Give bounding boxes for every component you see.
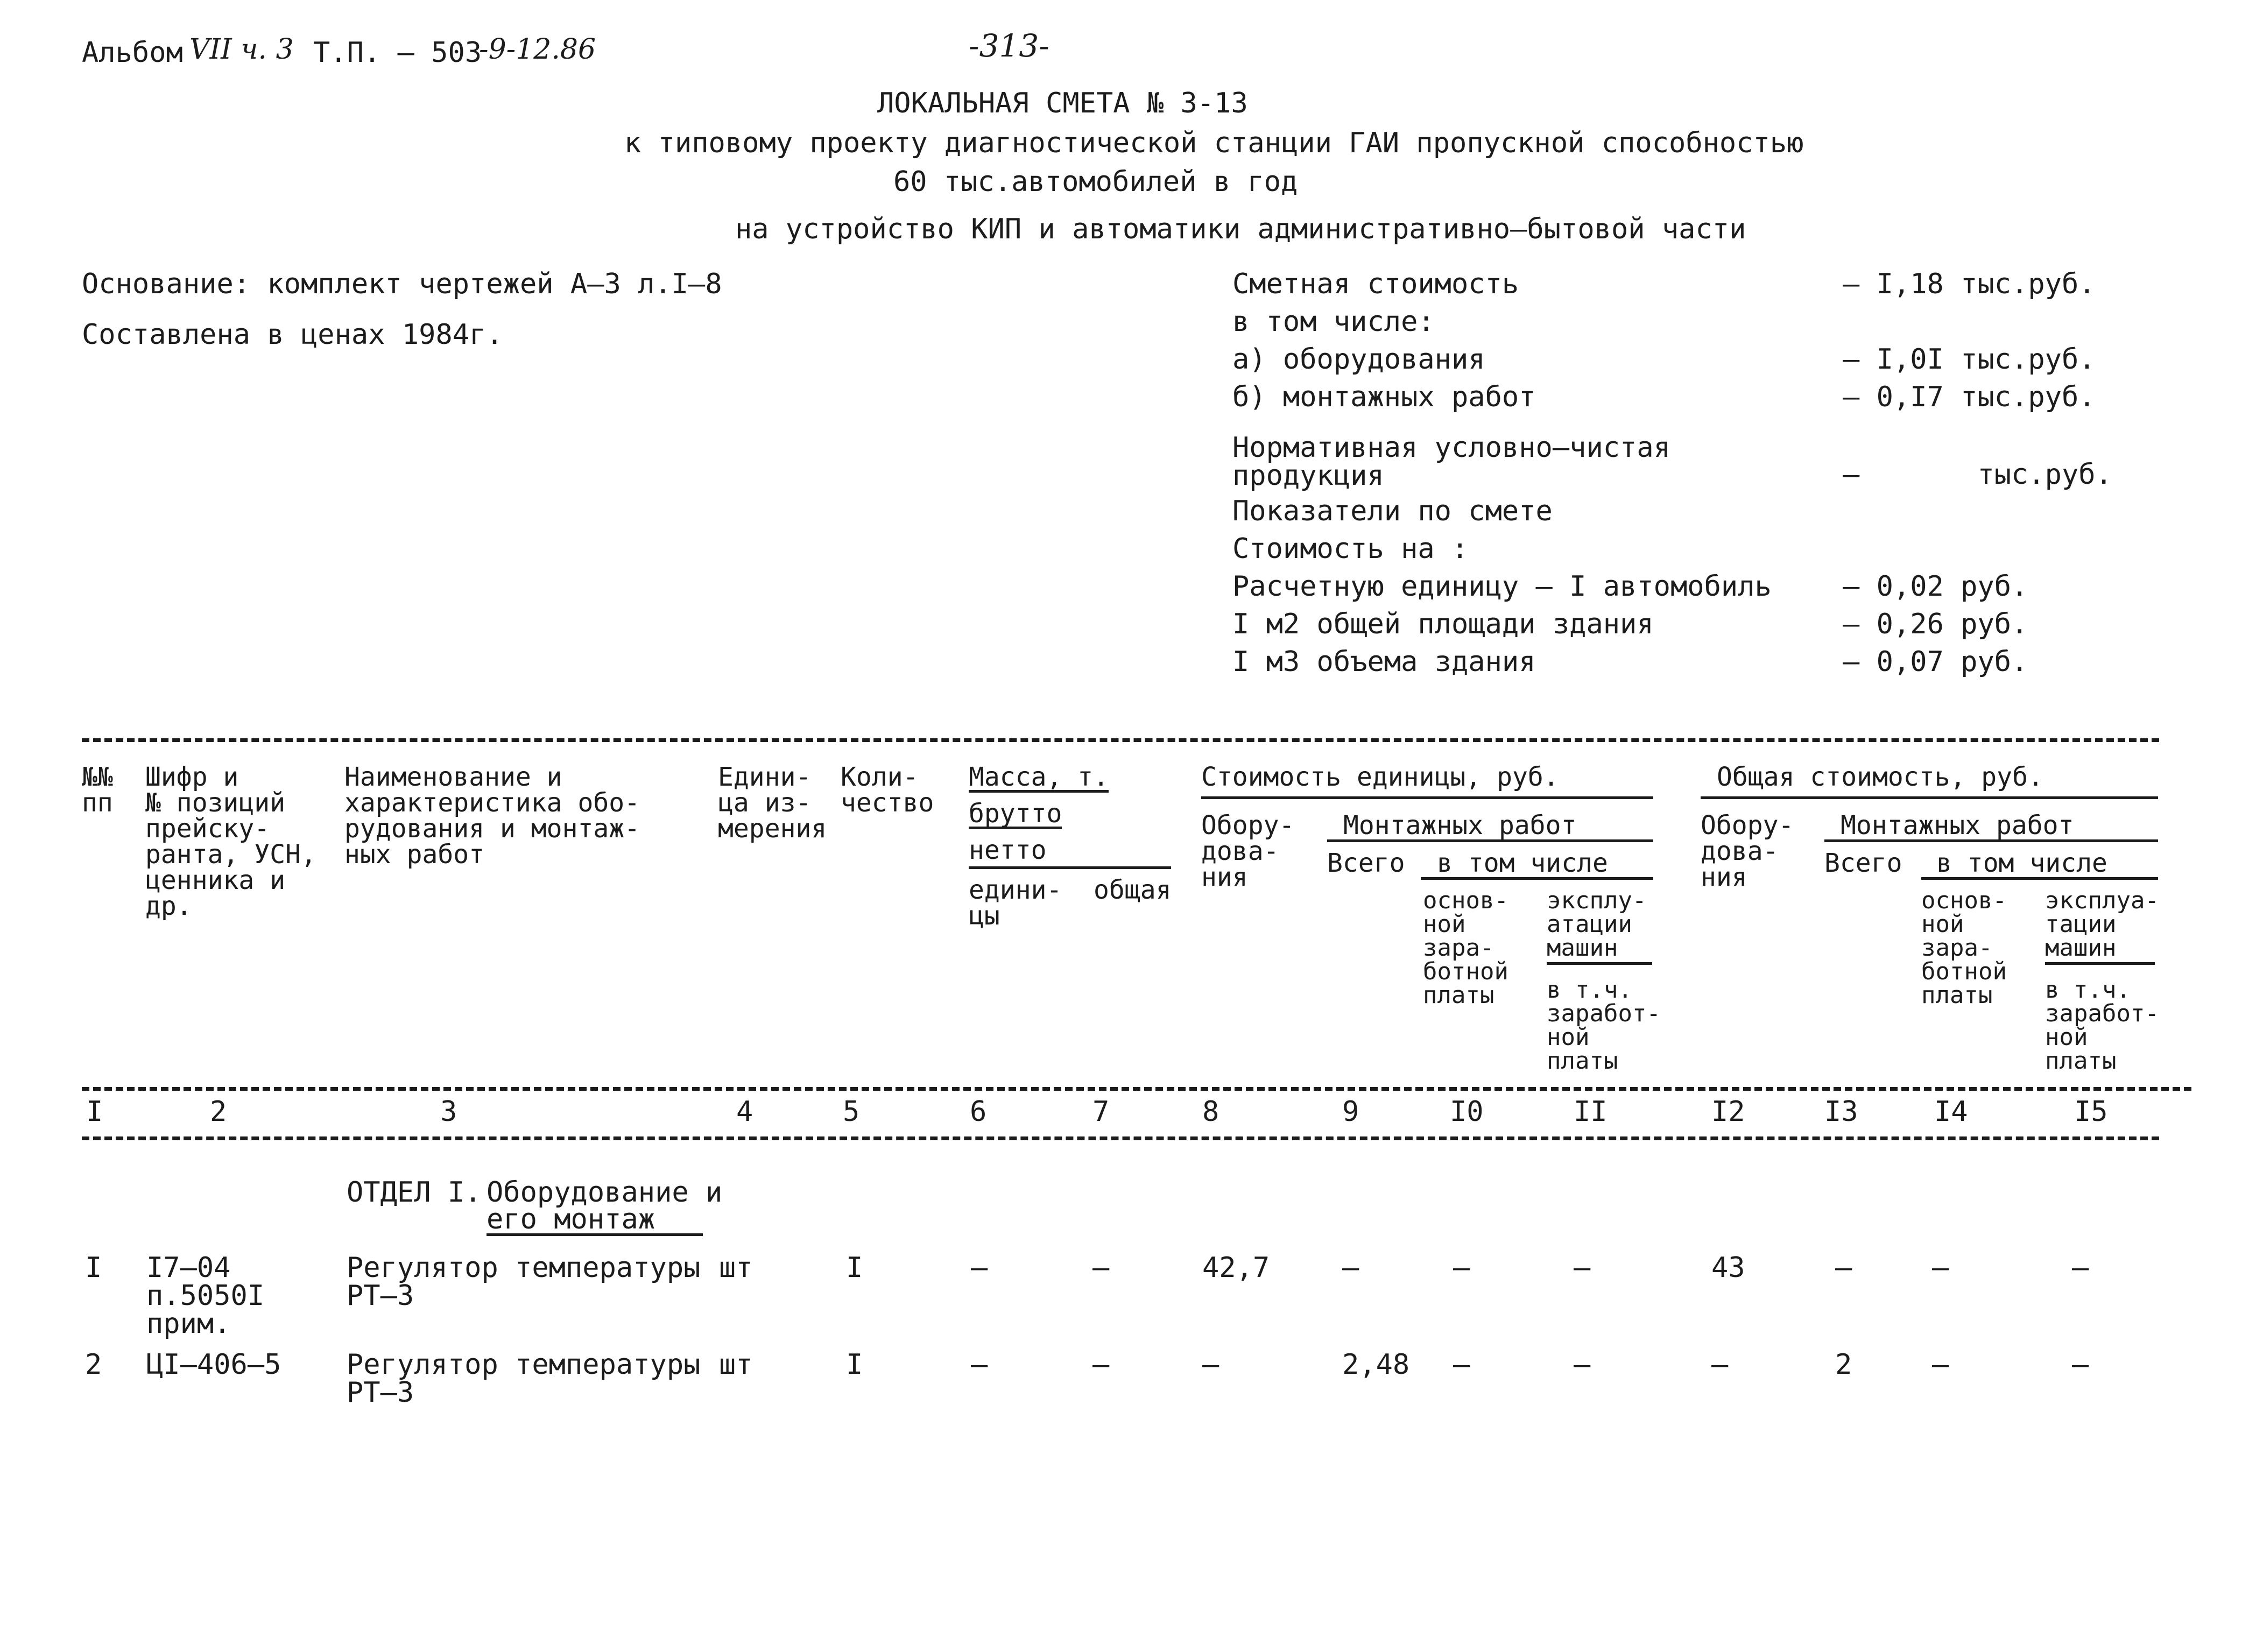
row-qty: I [846, 1252, 863, 1284]
row-qty: I [846, 1349, 863, 1381]
doc-subtitle-1: к типовому проекту диагностической станции ГАИ пропускной способностью [624, 127, 1804, 159]
col-number: 3 [440, 1096, 457, 1128]
summary-value: – тыс.руб. [1843, 458, 2112, 491]
summary-label: б) монтажных работ [1232, 381, 1536, 413]
doc-subtitle-3: на устройство КИП и автоматики административно–бытовой части [735, 213, 1746, 245]
row-c10: – [1453, 1252, 1470, 1284]
col-header-total-machines: эксплуа- тации машин [2045, 887, 2159, 962]
col-header-netto: нетто [969, 835, 1047, 865]
col-number: II [1574, 1096, 1608, 1128]
col-number: 7 [1092, 1096, 1110, 1128]
summary-label: Показатели по смете [1232, 495, 1553, 527]
summary-label: Нормативная условно–чистая продукция [1232, 432, 1670, 492]
col-header-unit-base-wage: основ- ной зара- ботной платы [1423, 887, 1508, 1009]
section-label: ОТДЕЛ I. [347, 1176, 482, 1209]
col-number: I4 [1934, 1096, 1968, 1128]
col-header-mass-unit: едини- цы [969, 875, 1062, 931]
row-c8: – [1202, 1349, 1219, 1381]
col-number: 4 [736, 1096, 753, 1128]
col-header-total-base-wage: основ- ной зара- ботной платы [1921, 887, 2007, 1009]
row-c11: – [1574, 1349, 1591, 1381]
col-header-unit-mount: Монтажных работ [1343, 810, 1577, 841]
col-numbers-bottom-rule [82, 1136, 2159, 1140]
row-name: Регулятор температуры РТ–3 [347, 1349, 701, 1409]
col-number: I3 [1824, 1096, 1858, 1128]
col-number: I0 [1450, 1096, 1484, 1128]
summary-label: I м3 объема здания [1232, 646, 1536, 678]
doc-title: ЛОКАЛЬНАЯ СМЕТА № 3-13 [877, 87, 1248, 119]
total-cost-divider [1701, 796, 2158, 799]
summary-value: – 0,26 руб. [1843, 608, 2028, 640]
row-c7: – [1092, 1252, 1110, 1284]
table-top-rule [82, 738, 2159, 742]
col-header-unit-cost: Стоимость единицы, руб. [1201, 762, 1559, 792]
summary-label: в том числе: [1232, 306, 1435, 338]
summary-value: – 0,02 руб. [1843, 570, 2028, 603]
row-c6: – [971, 1252, 988, 1284]
total-mount-divider [1824, 839, 2158, 842]
section-title-2: его монтаж [487, 1205, 703, 1236]
row-c10: – [1453, 1349, 1470, 1381]
col-header-num: №№ пп [82, 762, 113, 818]
col-header-total-cost: Общая стоимость, руб. [1717, 762, 2043, 792]
row-c13: – [1835, 1252, 1852, 1284]
row-c11: – [1574, 1252, 1591, 1284]
page-number: -313- [969, 27, 1049, 64]
row-c14: – [1932, 1349, 1949, 1381]
total-incl-divider [1921, 877, 2158, 880]
section-title-1: Оборудование и [487, 1176, 723, 1209]
col-header-total-incl: в том числе [1936, 848, 2107, 878]
row-c8: 42,7 [1202, 1252, 1270, 1284]
col-header-unit: Едини- ца из- мерения [718, 762, 827, 844]
col-header-total-mount: Монтажных работ [1841, 810, 2074, 841]
col-number: 9 [1342, 1096, 1359, 1128]
col-header-total-all: Всего [1824, 848, 1902, 878]
col-header-code: Шифр и № позиций прейску- ранта, УСН, ценника и др. [145, 762, 316, 921]
summary-label: Сметная стоимость [1232, 268, 1519, 300]
doc-subtitle-2: 60 тыс.автомобилей в год [893, 166, 1298, 198]
prices-text: Составлена в ценах 1984г. [82, 319, 503, 351]
col-numbers-top-rule [82, 1087, 2191, 1091]
row-c12: – [1711, 1349, 1729, 1381]
mass-divider [969, 866, 1171, 869]
row-name: Регулятор температуры РТ–3 [347, 1252, 701, 1312]
col-number: I [86, 1096, 103, 1128]
row-code: I7–04 п.5050I прим. [146, 1252, 265, 1340]
col-header-name: Наименование и характеристика обо- рудования и монтаж- ных работ [344, 762, 640, 870]
col-header-unit-all: Всего [1327, 848, 1405, 878]
summary-value: – I,0I тыс.руб. [1843, 343, 2096, 376]
row-c7: – [1092, 1349, 1110, 1381]
col-header-unit-machines: эксплу- атации машин [1547, 887, 1647, 962]
row-code: ЦI–406–5 [146, 1349, 281, 1381]
total-machines-divider [2045, 962, 2155, 965]
album-handwritten: VII ч. 3 [189, 33, 294, 66]
col-number: I5 [2074, 1096, 2108, 1128]
row-unit: шт [719, 1349, 753, 1381]
row-c13: 2 [1835, 1349, 1852, 1381]
unit-cost-divider [1201, 796, 1653, 799]
row-c6: – [971, 1349, 988, 1381]
col-number: I2 [1711, 1096, 1745, 1128]
row-c12: 43 [1711, 1252, 1745, 1284]
col-header-total-equip: Обору- дова- ния [1701, 810, 1794, 892]
col-header-unit-machines-wage: в т.ч. заработ- ной платы [1547, 976, 1661, 1075]
row-c15: – [2072, 1252, 2089, 1284]
col-number: 8 [1202, 1096, 1219, 1128]
col-header-mass: Масса, т. [969, 762, 1109, 792]
row-num: 2 [85, 1349, 102, 1381]
col-header-qty: Коли- чество [841, 762, 934, 818]
album-label: Альбом [82, 37, 183, 69]
unit-incl-divider [1421, 877, 1653, 880]
summary-value: – 0,I7 тыс.руб. [1843, 381, 2096, 413]
col-number: 5 [843, 1096, 860, 1128]
row-unit: шт [719, 1252, 753, 1284]
summary-label: I м2 общей площади здания [1232, 608, 1654, 640]
row-c14: – [1932, 1252, 1949, 1284]
row-c15: – [2072, 1349, 2089, 1381]
unit-mount-divider [1327, 839, 1653, 842]
col-header-unit-incl: в том числе [1437, 848, 1608, 878]
summary-label: а) оборудования [1232, 343, 1485, 376]
row-num: I [85, 1252, 102, 1284]
col-header-total-machines-wage: в т.ч. заработ- ной платы [2045, 976, 2159, 1075]
col-header-mass-total: общая [1094, 875, 1172, 905]
tp-handwritten: -9-12.86 [479, 33, 596, 66]
col-header-unit-equip: Обору- дова- ния [1201, 810, 1295, 892]
summary-label: Стоимость на : [1232, 533, 1469, 565]
row-c9: 2,48 [1342, 1349, 1410, 1381]
summary-label: Расчетную единицу – I автомобиль [1232, 570, 1772, 603]
tp-label: Т.П. – 503 [313, 37, 482, 69]
col-number: 6 [970, 1096, 987, 1128]
col-number: 2 [210, 1096, 227, 1128]
unit-machines-divider [1547, 962, 1652, 965]
summary-value: – 0,07 руб. [1843, 646, 2028, 678]
col-header-brutto: брутто [969, 799, 1062, 829]
row-c9: – [1342, 1252, 1359, 1284]
basis-text: Основание: комплект чертежей А–3 л.I–8 [82, 268, 722, 300]
summary-value: – I,18 тыс.руб. [1843, 268, 2096, 300]
